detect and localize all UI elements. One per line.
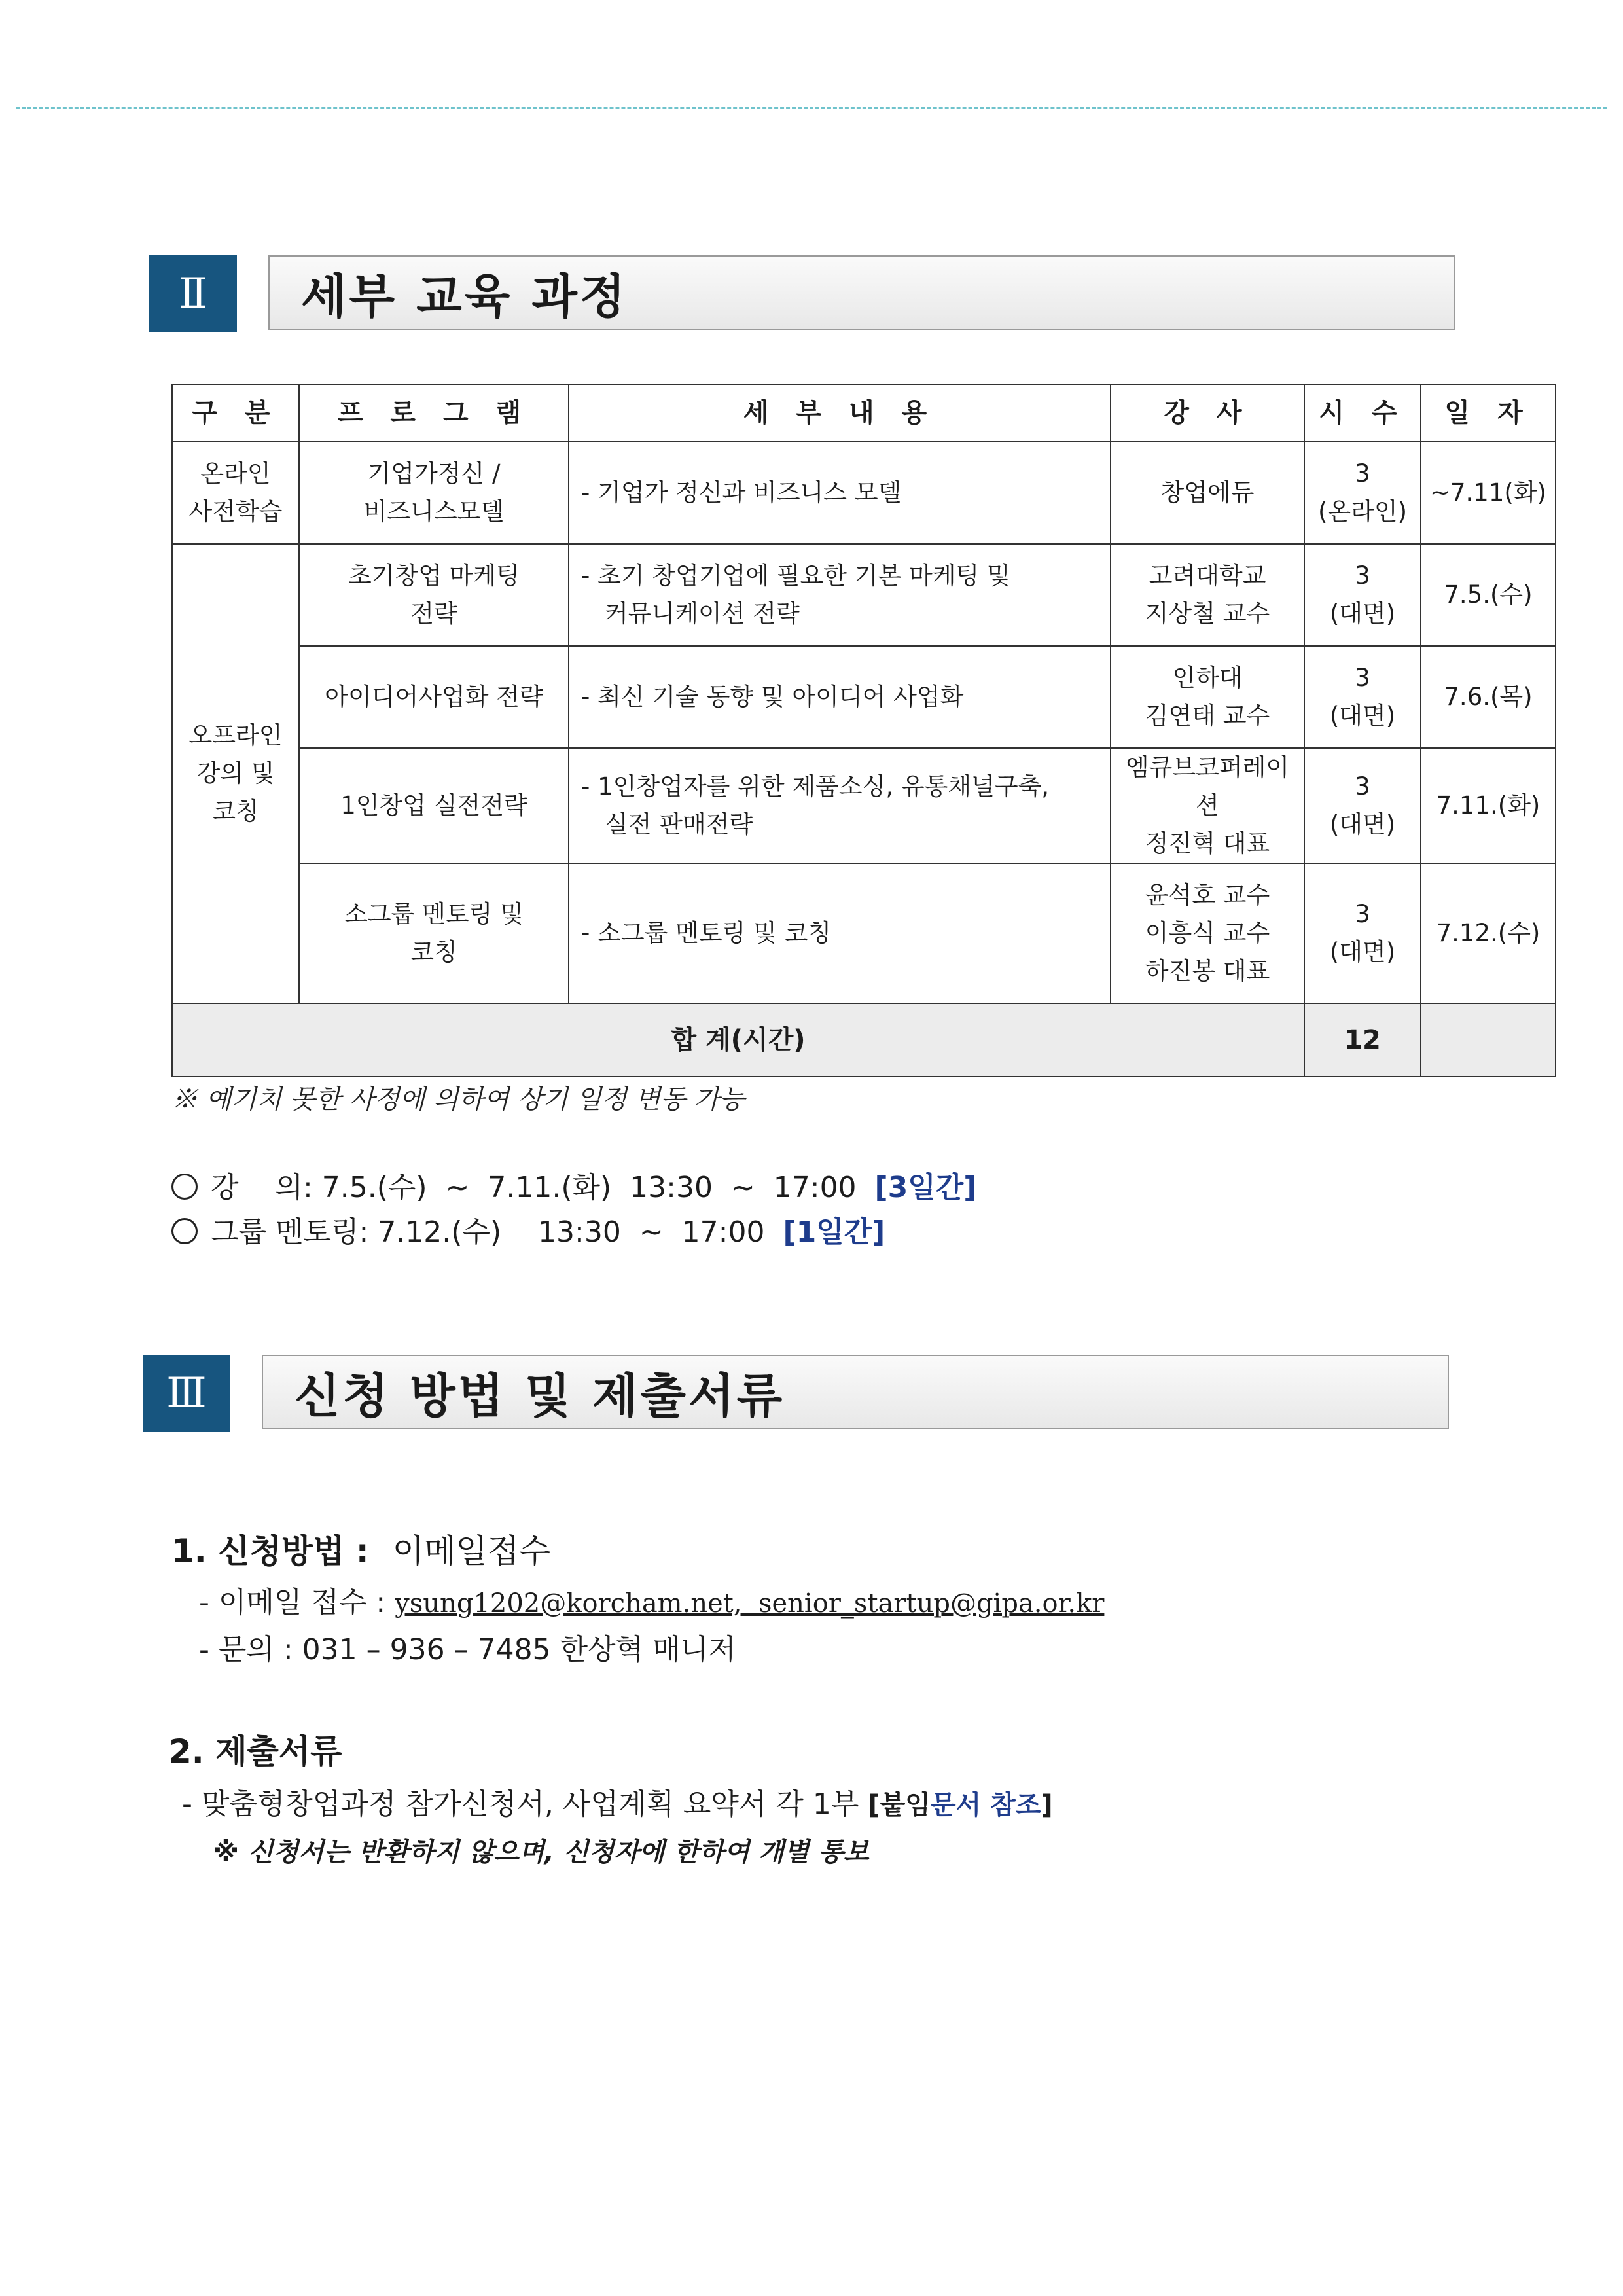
mentoring-days: [1일간] xyxy=(783,1215,885,1249)
program-cell: 소그룹 멘토링 및 코칭 xyxy=(299,863,569,1003)
content-cell: - 최신 기술 동향 및 아이디어 사업화 xyxy=(569,646,1111,748)
top-dashed-rule xyxy=(16,107,1607,109)
section-2-title: 세부 교육 과정 xyxy=(301,269,628,324)
header-program: 프 로 그 램 xyxy=(299,384,569,442)
program-cell: 기업가정신 / 비즈니스모델 xyxy=(299,442,569,544)
total-row xyxy=(172,1003,1556,1077)
table-row xyxy=(172,442,1556,544)
section-3-title: 신청 방법 및 제출서류 xyxy=(294,1369,785,1424)
section-2-title-bar xyxy=(268,255,1455,330)
instructor-cell: 엠큐브코퍼레이션 정진혁 대표 xyxy=(1111,748,1304,863)
program-cell: 초기창업 마케팅 전략 xyxy=(299,544,569,646)
program-cell: 1인창업 실전전략 xyxy=(299,748,569,863)
offline-category-cell: 오프라인 강의 및 코칭 xyxy=(172,544,299,1003)
attachment-reference: [붙임문서 참조] xyxy=(868,1790,1053,1820)
date-cell: 7.11.(화) xyxy=(1421,748,1556,863)
docs-heading: 2. 제출서류 xyxy=(169,1732,342,1770)
date-cell: 7.6.(목) xyxy=(1421,646,1556,748)
mentoring-schedule: 그룹 멘토링: 7.12.(수) 13:30 ~ 17:00 [1일간] xyxy=(171,1208,885,1250)
lecture-schedule: 강 의: 7.5.(수) ~ 7.11.(화) 13:30 ~ 17:00 [3일간] xyxy=(171,1164,976,1206)
curriculum-table xyxy=(171,384,1556,1077)
content-cell: - 소그룹 멘토링 및 코칭 xyxy=(569,863,1111,1003)
email-links[interactable]: ysung1202@korcham.net, senior_startup@gipa.or.kr xyxy=(395,1588,1105,1619)
program-cell: 아이디어사업화 전략 xyxy=(299,646,569,748)
instructor-cell: 윤석호 교수 이흥식 교수 하진봉 대표 xyxy=(1111,863,1304,1003)
section-2-header xyxy=(149,255,1458,332)
table-row xyxy=(172,646,1556,748)
total-value: 12 xyxy=(1304,1003,1421,1077)
section-3-badge: Ⅲ xyxy=(143,1355,230,1432)
circle-bullet-icon xyxy=(171,1218,198,1244)
header-content: 세 부 내 용 xyxy=(569,384,1111,442)
content-cell: - 1인창업자를 위한 제품소싱, 유통채널구축, 실전 판매전략 xyxy=(569,748,1111,863)
content-cell: - 기업가 정신과 비즈니스 모델 xyxy=(569,442,1111,544)
hours-cell: 3 (대면) xyxy=(1304,863,1421,1003)
apply-method-heading: 1. 신청방법 : 이메일접수 xyxy=(171,1532,551,1570)
header-hours: 시 수 xyxy=(1304,384,1421,442)
total-label: 합 계(시간) xyxy=(172,1003,1304,1077)
contact-line: - 문의 : 031 – 936 – 7485 한상혁 매니저 xyxy=(199,1633,736,1666)
lecture-days: [3일간] xyxy=(874,1171,977,1204)
table-row xyxy=(172,863,1556,1003)
hours-cell: 3 (대면) xyxy=(1304,544,1421,646)
schedule-change-note: ※ 예기치 못한 사정에 의하여 상기 일정 변동 가능 xyxy=(171,1085,745,1115)
date-cell: ~7.11(화) xyxy=(1421,442,1556,544)
instructor-cell: 인하대 김연태 교수 xyxy=(1111,646,1304,748)
email-line: - 이메일 접수 : ysung1202@korcham.net, senior_startup@gipa.or.kr xyxy=(199,1586,1105,1619)
docs-line: - 맞춤형창업과정 참가신청서, 사업계획 요약서 각 1부 [붙임문서 참조] xyxy=(182,1787,1053,1821)
section-3-header xyxy=(143,1355,1452,1432)
instructor-cell: 창업에듀 xyxy=(1111,442,1304,544)
hours-cell: 3 (대면) xyxy=(1304,646,1421,748)
hours-cell: 3 (대면) xyxy=(1304,748,1421,863)
header-instructor: 강 사 xyxy=(1111,384,1304,442)
header-category: 구 분 xyxy=(172,384,299,442)
table-row xyxy=(172,748,1556,863)
hours-cell: 3 (온라인) xyxy=(1304,442,1421,544)
docs-note: ※ 신청서는 반환하지 않으며, 신청자에 한하여 개별 통보 xyxy=(213,1837,869,1867)
date-cell: 7.5.(수) xyxy=(1421,544,1556,646)
category-cell: 온라인 사전학습 xyxy=(172,442,299,544)
section-2-badge: Ⅱ xyxy=(149,255,237,332)
table-row xyxy=(172,544,1556,646)
content-cell: - 초기 창업기업에 필요한 기본 마케팅 및 커뮤니케이션 전략 xyxy=(569,544,1111,646)
total-empty-cell xyxy=(1421,1003,1556,1077)
header-date: 일 자 xyxy=(1421,384,1556,442)
circle-bullet-icon xyxy=(171,1174,198,1200)
date-cell: 7.12.(수) xyxy=(1421,863,1556,1003)
instructor-cell: 고려대학교 지상철 교수 xyxy=(1111,544,1304,646)
table-header-row xyxy=(172,384,1556,442)
section-3-title-bar xyxy=(262,1355,1449,1429)
